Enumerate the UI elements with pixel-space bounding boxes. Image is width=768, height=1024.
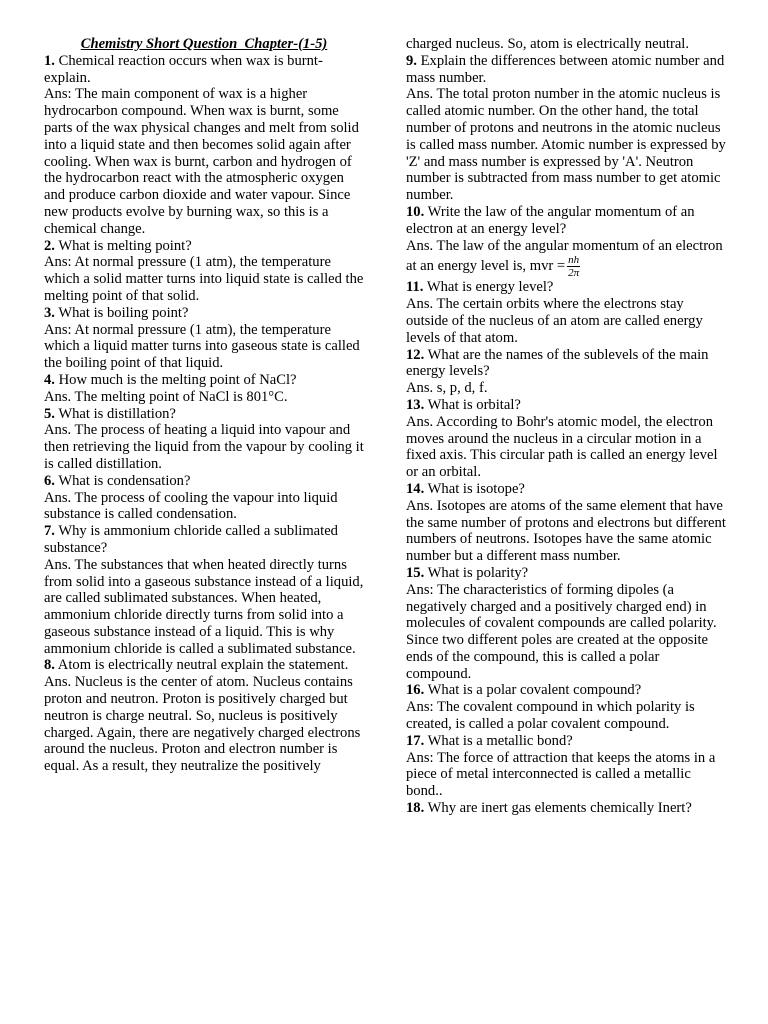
- question-text: Why are inert gas elements chemically Inert?: [427, 800, 692, 817]
- answer-7: Ans. The substances that when heated directly turns from solid into a gaseous substance instead of a liquid, are called sublimated substances. When heated, ammonium chloride directly turns from solid into a gaseous substance instead of a liquid. This is why ammonium chloride is called a sublimated substance.: [44, 556, 364, 657]
- answer-8: Ans. Nucleus is the center of atom. Nucleus contains proton and neutron. Proton is positively charged but neutron is charge neutral. So, nucleus is positively charged. Again, there are negatively charged electrons around the nucleus. Proton and electron number is equal. As a result, they neutralize the positively: [44, 674, 361, 775]
- question-8: [44, 657, 364, 674]
- answer-10: [406, 238, 726, 280]
- answer-9: Ans. The total proton number in the atomic nucleus is called atomic number. On the other hand, the total number of protons and neutrons in the atomic nucleus is called mass number. Atomic number is expressed by 'Z' and mass number is expressed by 'A'. Neutron number is subtracted from mass number to get atomic number.: [406, 86, 726, 204]
- left-column: [44, 36, 364, 775]
- question-number: 15.: [406, 564, 425, 581]
- right-column: [406, 36, 726, 817]
- question-text: What is isotope?: [427, 480, 525, 497]
- question-6: [44, 473, 364, 490]
- question-4: [44, 372, 364, 389]
- question-9: [406, 53, 726, 87]
- answer-12: Ans. s, p, d, f.: [406, 380, 488, 397]
- question-text: Explain the differences between atomic number and mass number.: [406, 52, 725, 86]
- question-5: [44, 406, 364, 423]
- answer-8-continued: charged nucleus. So, atom is electrically neutral.: [406, 36, 689, 52]
- answer-text: Ans. The law of the angular momentum of an electron at an energy level is, mvr =: [406, 237, 723, 275]
- answer-6: Ans. The process of cooling the vapour into liquid substance is called condensation.: [44, 489, 338, 523]
- answer-3: Ans: At normal pressure (1 atm), the temperature which a liquid matter turns into gaseous state is called the boiling point of that liquid.: [44, 321, 360, 372]
- answer-15: Ans: The characteristics of forming dipoles (a negatively charged and a positively charged end) in molecules of covalent compounds are called polarity. Since two different poles are created at the opposite ends of the compound, this is called a polar compound.: [406, 581, 717, 682]
- question-18: [406, 800, 726, 817]
- question-text: What are the names of the sublevels of the main energy levels?: [406, 346, 709, 380]
- question-text: Why is ammonium chloride called a sublimated substance?: [44, 523, 338, 556]
- angular-momentum-fraction: [567, 254, 580, 279]
- question-number: 12.: [406, 346, 425, 363]
- question-number: 2.: [44, 237, 55, 254]
- question-number: 14.: [406, 480, 425, 497]
- question-number: 6.: [44, 472, 55, 489]
- question-text: What is a polar covalent compound?: [427, 682, 642, 699]
- question-text: What is polarity?: [427, 564, 529, 581]
- question-1: [44, 53, 364, 87]
- question-12: [406, 347, 726, 381]
- fraction-denominator: 2π: [568, 267, 580, 280]
- answer-4: Ans. The melting point of NaCl is 801°C.: [44, 388, 288, 405]
- question-14: [406, 481, 726, 498]
- question-16: [406, 682, 726, 699]
- question-text: What is orbital?: [427, 396, 521, 413]
- fraction-numerator: nh: [568, 254, 580, 267]
- question-text: What is condensation?: [58, 472, 191, 489]
- answer-14: Ans. Isotopes are atoms of the same element that have the same number of protons and electrons but different numbers of neutrons. Isotopes have the same atomic number but a different mass number.: [406, 497, 726, 565]
- question-text: What is a metallic bond?: [427, 732, 573, 749]
- question-number: 1.: [44, 52, 55, 69]
- question-number: 9.: [406, 52, 417, 69]
- question-2: [44, 238, 364, 255]
- answer-13: Ans. According to Bohr's atomic model, the electron moves around the nucleus in a circular motion in a fixed axis. This circular path is called an energy level or an orbital.: [406, 413, 718, 481]
- question-number: 4.: [44, 371, 55, 388]
- question-text: Atom is electrically neutral explain the statement.: [57, 657, 349, 674]
- answer-11: Ans. The certain orbits where the electrons stay outside of the nucleus of an atom are called energy levels of that atom.: [406, 296, 703, 346]
- question-3: [44, 305, 364, 322]
- question-15: [406, 565, 726, 582]
- question-text: What is distillation?: [58, 405, 176, 422]
- question-number: 13.: [406, 396, 425, 413]
- question-number: 8.: [44, 657, 55, 674]
- question-17: [406, 733, 726, 750]
- question-number: 17.: [406, 732, 425, 749]
- question-text: What is energy level?: [426, 279, 554, 296]
- question-13: [406, 397, 726, 414]
- document-title: Chemistry Short Question Chapter-(1-5): [80, 36, 328, 52]
- question-11: [406, 279, 726, 296]
- question-10: [406, 204, 726, 238]
- answer-16: Ans: The covalent compound in which polarity is created, is called a polar covalent compound.: [406, 699, 695, 733]
- question-text: Write the law of the angular momentum of an electron at an energy level?: [406, 203, 695, 237]
- question-number: 3.: [44, 304, 55, 321]
- question-7: [44, 523, 364, 557]
- question-text: How much is the melting point of NaCl?: [58, 371, 297, 388]
- question-number: 5.: [44, 405, 55, 422]
- question-text: Chemical reaction occurs when wax is burnt-explain.: [44, 52, 323, 86]
- question-number: 16.: [406, 682, 425, 699]
- question-text: What is melting point?: [58, 237, 192, 254]
- answer-1: Ans: The main component of wax is a higher hydrocarbon compound. When wax is burnt, some parts of the wax physical changes and melt from solid into a liquid state and then becomes solid again after cooling. When wax is burnt, carbon and hydrogen of the hydrocarbon react with the atmospheric oxygen and produce carbon dioxide and water vapour. Since new products evolve by burning wax, so this is a chemical change.: [44, 86, 359, 237]
- question-number: 7.: [44, 523, 55, 540]
- answer-17: Ans: The force of attraction that keeps the atoms in a piece of metal interconnected is called a metallic bond..: [406, 749, 716, 800]
- question-number: 18.: [406, 800, 425, 817]
- answer-2: Ans: At normal pressure (1 atm), the temperature which a solid matter turns into liquid state is called the melting point of that solid.: [44, 254, 364, 304]
- answer-5: Ans. The process of heating a liquid into vapour and then retrieving the liquid from the vapour by cooling it is called distillation.: [44, 422, 364, 472]
- question-number: 10.: [406, 203, 425, 220]
- question-number: 11.: [406, 279, 424, 296]
- question-text: What is boiling point?: [58, 304, 189, 321]
